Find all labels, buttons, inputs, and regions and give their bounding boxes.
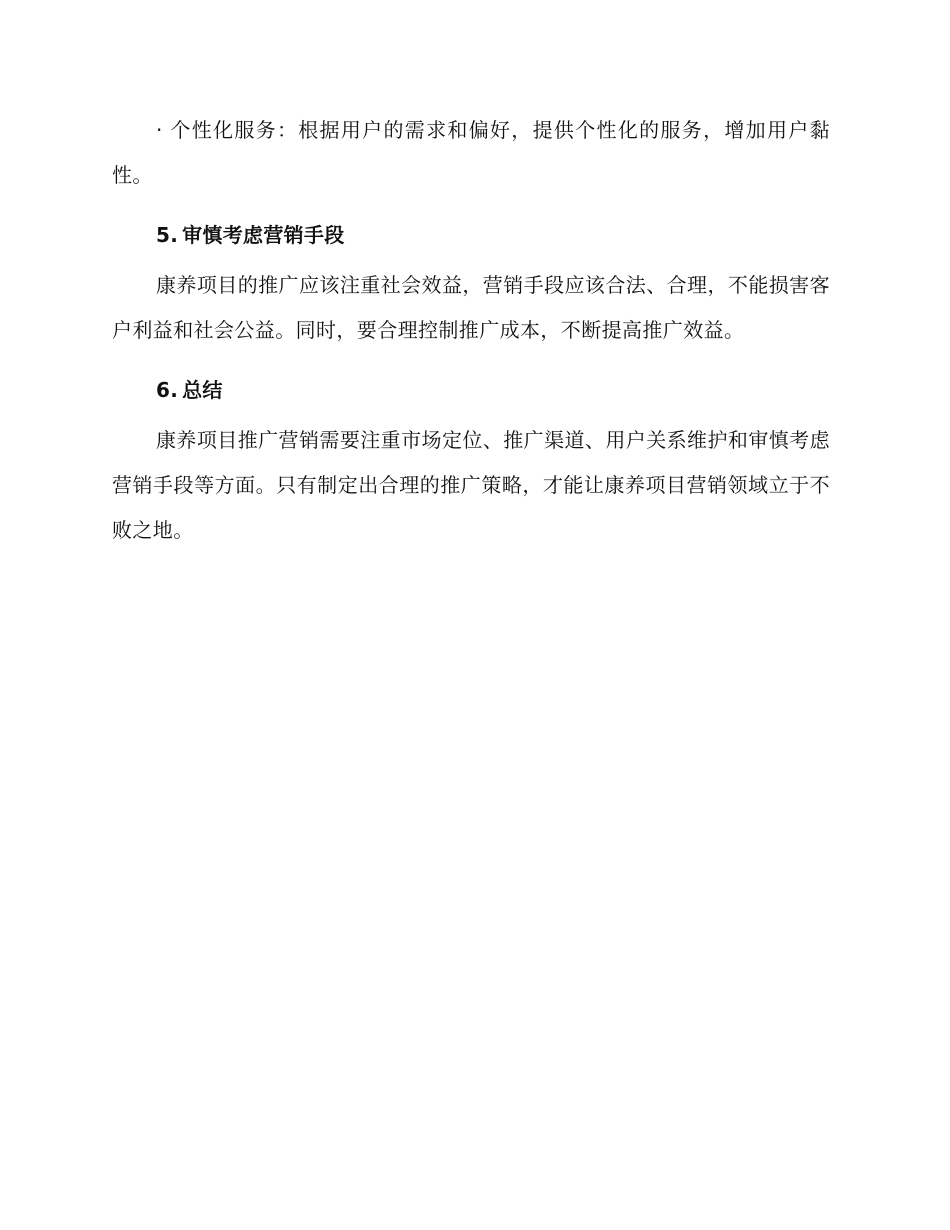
section-heading-5 — [112, 206, 830, 263]
heading-text: 审慎考虑营销手段 — [182, 223, 345, 247]
heading-number: 5. — [156, 223, 179, 247]
heading-text: 总结 — [182, 378, 223, 402]
heading-number: 6. — [156, 378, 179, 402]
section-heading-6 — [112, 361, 830, 418]
paragraph-marketing-means: 康养项目的推广应该注重社会效益，营销手段应该合法、合理，不能损害客户利益和社会公益。同时，要合理控制推广成本，不断提高推广效益。 — [112, 273, 830, 342]
paragraph-personalized-service: · 个性化服务：根据用户的需求和偏好，提供个性化的服务，增加用户黏性。 — [112, 118, 830, 187]
paragraph-summary: 康养项目推广营销需要注重市场定位、推广渠道、用户关系维护和审慎考虑营销手段等方面。只有制定出合理的推广策略，才能让康养项目营销领域立于不败之地。 — [112, 428, 830, 542]
document-body — [112, 108, 830, 553]
